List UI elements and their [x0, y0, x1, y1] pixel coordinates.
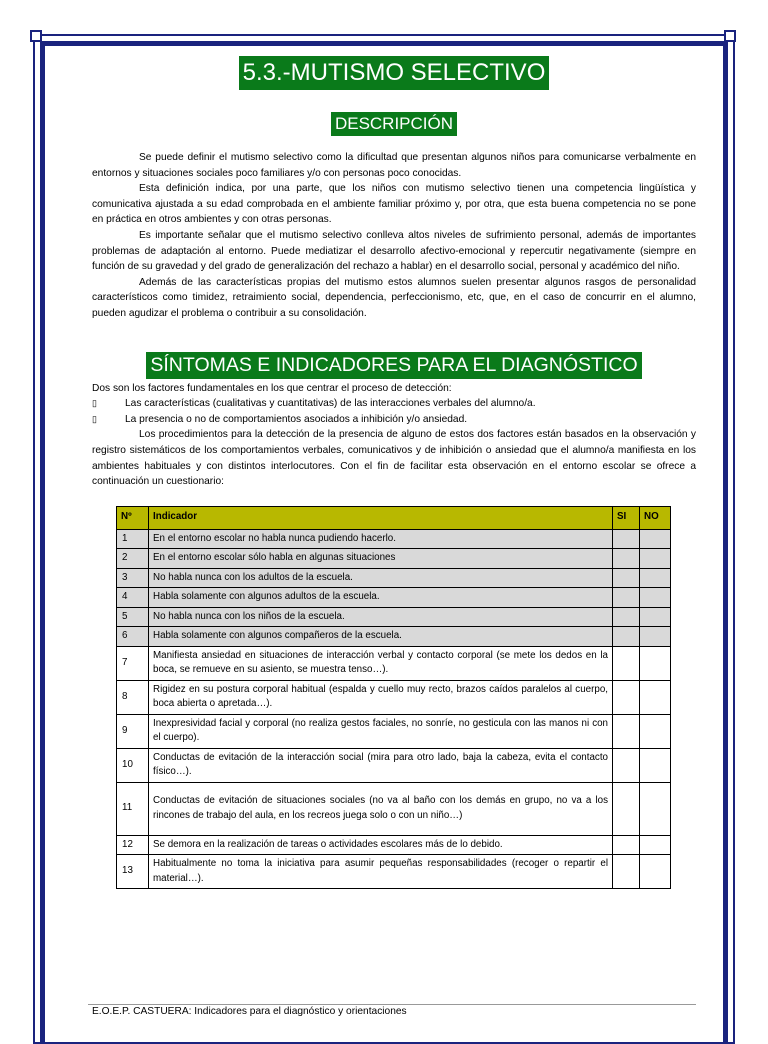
corner-ornament-top-right: [724, 30, 736, 42]
si-checkbox-cell[interactable]: [613, 529, 640, 549]
si-checkbox-cell[interactable]: [613, 549, 640, 569]
row-indicator: Habla solamente con algunos adultos de la escuela.: [149, 588, 613, 608]
row-number: 5: [117, 607, 149, 627]
no-checkbox-cell[interactable]: [640, 549, 671, 569]
row-indicator: En el entorno escolar no habla nunca pudiendo hacerlo.: [149, 529, 613, 549]
row-indicator: Manifiesta ansiedad en situaciones de interacción verbal y contacto corporal (se mete los dedos en la boca, se remueve en su asiento, se muestra tenso…).: [149, 646, 613, 680]
table-row: [117, 835, 671, 855]
si-checkbox-cell[interactable]: [613, 680, 640, 714]
row-number: 1: [117, 529, 149, 549]
no-checkbox-cell[interactable]: [640, 855, 671, 889]
row-number: 11: [117, 782, 149, 835]
row-indicator: Rigidez en su postura corporal habitual (espalda y cuello muy recto, brazos caídos paralelos al cuerpo, boca abierta o apretada…).: [149, 680, 613, 714]
section-heading-descripcion: DESCRIPCIÓN: [331, 112, 457, 136]
table-row: [117, 714, 671, 748]
table-header-row: [117, 506, 671, 529]
bullet-icon: ▯: [92, 398, 97, 409]
questionnaire-table: [116, 506, 671, 890]
si-checkbox-cell[interactable]: [613, 588, 640, 608]
table-row: [117, 855, 671, 889]
row-number: 4: [117, 588, 149, 608]
table-row: [117, 529, 671, 549]
table-body: [117, 529, 671, 889]
no-checkbox-cell[interactable]: [640, 607, 671, 627]
table-row: [117, 627, 671, 647]
no-checkbox-cell[interactable]: [640, 680, 671, 714]
row-number: 10: [117, 748, 149, 782]
no-checkbox-cell[interactable]: [640, 782, 671, 835]
table-row: [117, 588, 671, 608]
description-paragraph-4: Además de las características propias del mutismo estos alumnos suelen presentar algunos rasgos de personalidad característicos como timidez, retraimiento social, dependencia, perfeccionismo, etc, que, en el caso de concurrir en el alumno, pueden agudizar el problema o contribuir a su consolidación.: [92, 276, 696, 319]
table-row: [117, 646, 671, 680]
table-row: [117, 680, 671, 714]
no-checkbox-cell[interactable]: [640, 568, 671, 588]
si-checkbox-cell[interactable]: [613, 646, 640, 680]
bullet-text: La presencia o no de comportamientos asociados a inhibición y/o ansiedad.: [125, 413, 468, 425]
row-number: 9: [117, 714, 149, 748]
header-num: Nº: [117, 506, 149, 529]
row-number: 13: [117, 855, 149, 889]
no-checkbox-cell[interactable]: [640, 748, 671, 782]
si-checkbox-cell[interactable]: [613, 855, 640, 889]
table-row: [117, 549, 671, 569]
si-checkbox-cell[interactable]: [613, 748, 640, 782]
section-heading-sintomas: SÍNTOMAS E INDICADORES PARA EL DIAGNÓSTICO: [146, 352, 641, 379]
row-number: 2: [117, 549, 149, 569]
si-checkbox-cell[interactable]: [613, 782, 640, 835]
description-paragraph-2: Esta definición indica, por una parte, que los niños con mutismo selectivo tienen una competencia lingüística y comunicativa ajustada a su edad comprobada en el ambiente familiar próximo y, por otra, que esta buena competencia no se pone en práctica en otros ambientes y con otras personas.: [92, 183, 696, 226]
row-indicator: Habla solamente con algunos compañeros de la escuela.: [149, 627, 613, 647]
si-checkbox-cell[interactable]: [613, 607, 640, 627]
document-title: 5.3.-MUTISMO SELECTIVO: [239, 56, 550, 90]
no-checkbox-cell[interactable]: [640, 529, 671, 549]
row-indicator: No habla nunca con los niños de la escuela.: [149, 607, 613, 627]
si-checkbox-cell[interactable]: [613, 627, 640, 647]
corner-ornament-top-left: [30, 30, 42, 42]
page-footer: E.O.E.P. CASTUERA: Indicadores para el diagnóstico y orientaciones: [92, 1006, 407, 1017]
bullet-text: Las características (cualitativas y cuantitativas) de las interacciones verbales del alumno/a.: [125, 398, 536, 410]
row-indicator: Inexpresividad facial y corporal (no realiza gestos faciales, no sonríe, no gesticula con las manos ni con el cuerpo).: [149, 714, 613, 748]
header-si: SI: [613, 506, 640, 529]
si-checkbox-cell[interactable]: [613, 568, 640, 588]
row-indicator: Conductas de evitación de situaciones sociales (no va al baño con los demás en grupo, no va a los rincones de trabajo del aula, en los recreos juega solo o con un niño…): [149, 782, 613, 835]
row-number: 7: [117, 646, 149, 680]
list-item: [92, 396, 696, 412]
no-checkbox-cell[interactable]: [640, 627, 671, 647]
row-number: 8: [117, 680, 149, 714]
list-item: [92, 412, 696, 428]
row-indicator: Habitualmente no toma la iniciativa para asumir pequeñas responsabilidades (recoger o repartir el material…).: [149, 855, 613, 889]
description-paragraph-3: Es importante señalar que el mutismo selectivo conlleva altos niveles de sufrimiento personal, además de importantes problemas de adaptación al entorno. Puede mediatizar el desarrollo afectivo-emocional y repercutir negativamente (siempre en función de su gravedad y del grado de generalización del rechazo a hablar) en el desarrollo social, personal y académico del niño.: [92, 229, 696, 273]
description-paragraph-1: Se puede definir el mutismo selectivo como la dificultad que presentan algunos niños para comunicarse verbalmente en entornos y situaciones sociales poco familiares y/o con personas poco conocidas.: [92, 152, 696, 179]
symptoms-paragraph: Los procedimientos para la detección de la presencia de alguno de estos dos factores están basados en la observación y registro sistemáticos de los comportamientos verbales, comunicativos y de inhibición o ansiedad que el alumno/a manifiesta en los ambientes habituales y con distintos interlocutores. Con el fin de facilitar esta observación en el entorno escolar se ofrece a continuación un cuestionario:: [92, 429, 696, 488]
si-checkbox-cell[interactable]: [613, 714, 640, 748]
no-checkbox-cell[interactable]: [640, 835, 671, 855]
row-indicator: Se demora en la realización de tareas o actividades escolares más de lo debido.: [149, 835, 613, 855]
document-content: [92, 54, 696, 889]
row-indicator: En el entorno escolar sólo habla en algunas situaciones: [149, 549, 613, 569]
header-indicator: Indicador: [149, 506, 613, 529]
row-indicator: Conductas de evitación de la interacción social (mira para otro lado, baja la cabeza, evita el contacto físico…).: [149, 748, 613, 782]
footer-divider: [88, 1004, 696, 1005]
symptoms-intro: Dos son los factores fundamentales en los que centrar el proceso de detección:: [92, 382, 452, 394]
table-row: [117, 748, 671, 782]
row-number: 3: [117, 568, 149, 588]
header-no: NO: [640, 506, 671, 529]
no-checkbox-cell[interactable]: [640, 588, 671, 608]
no-checkbox-cell[interactable]: [640, 714, 671, 748]
bullet-icon: ▯: [92, 413, 97, 424]
no-checkbox-cell[interactable]: [640, 646, 671, 680]
row-number: 6: [117, 627, 149, 647]
table-row: [117, 607, 671, 627]
table-row: [117, 782, 671, 835]
si-checkbox-cell[interactable]: [613, 835, 640, 855]
table-row: [117, 568, 671, 588]
row-number: 12: [117, 835, 149, 855]
row-indicator: No habla nunca con los adultos de la escuela.: [149, 568, 613, 588]
